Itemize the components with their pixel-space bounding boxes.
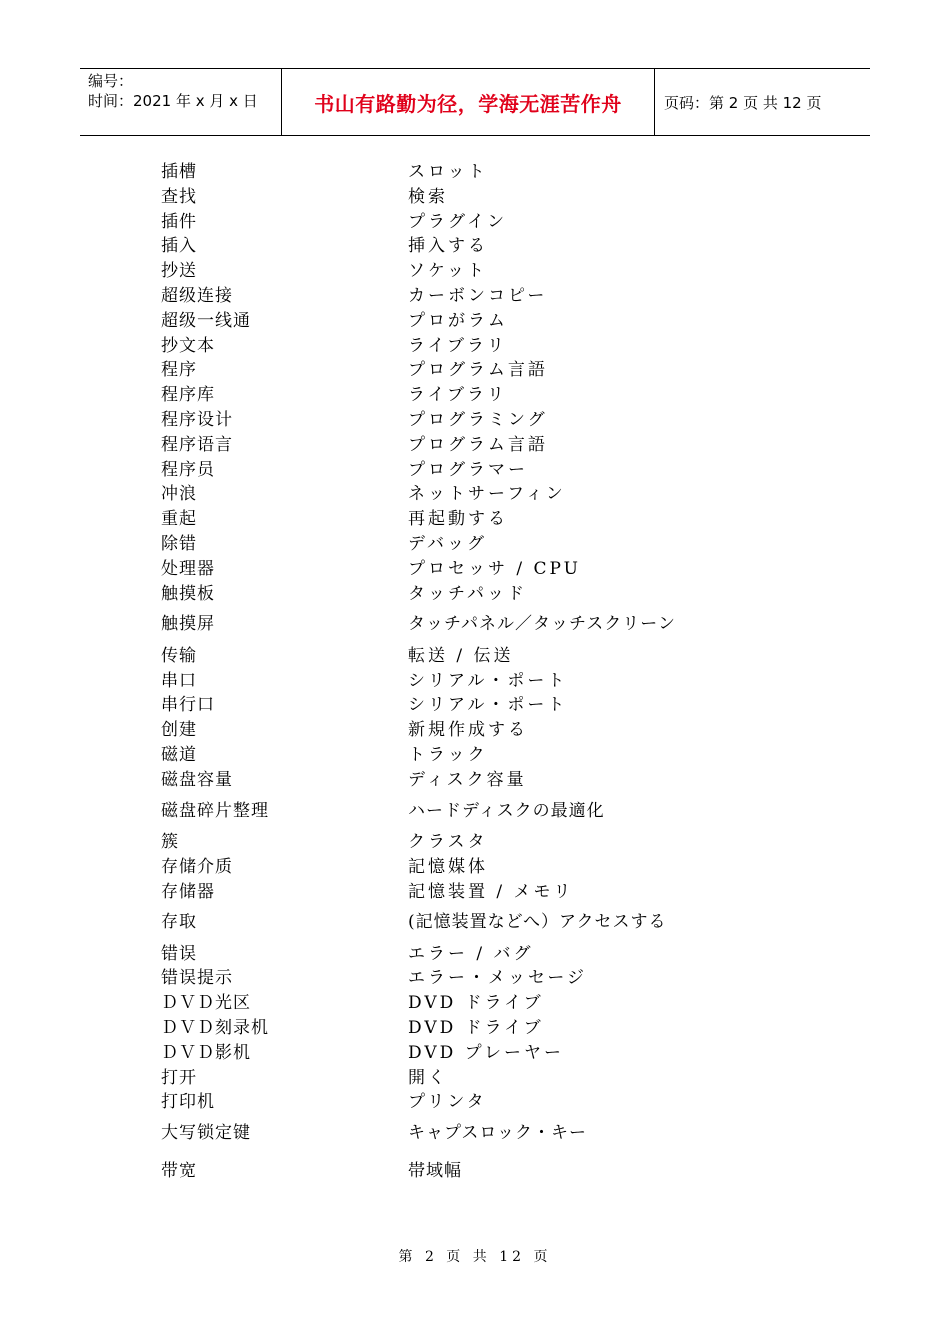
chinese-term: 抄文本 <box>161 335 215 356</box>
chinese-term: 打印机 <box>161 1092 215 1113</box>
chinese-term: 程序库 <box>161 385 215 406</box>
japanese-term: キャプスロック・キー <box>408 1123 587 1144</box>
japanese-term: 記憶媒体 <box>408 856 488 877</box>
japanese-term: 転送 / 伝送 <box>408 645 514 666</box>
glossary-row <box>161 210 861 235</box>
header-meta <box>80 69 281 135</box>
japanese-term: クラスタ <box>408 831 488 852</box>
chinese-term: 串行口 <box>161 695 215 716</box>
chinese-term: 重起 <box>161 509 197 530</box>
chinese-term: 创建 <box>161 720 197 741</box>
chinese-term: 查找 <box>161 186 197 207</box>
glossary-row <box>161 582 861 607</box>
chinese-term: 大写锁定键 <box>161 1123 251 1144</box>
glossary-row <box>161 458 861 483</box>
japanese-term: ハードディスクの最適化 <box>408 800 605 821</box>
chinese-term: 触摸屏 <box>161 614 215 635</box>
glossary-row <box>161 880 861 905</box>
glossary-row <box>161 855 861 880</box>
glossary-row <box>161 904 861 941</box>
japanese-term: DVD ドライブ <box>408 1018 544 1039</box>
chinese-term: 超级连接 <box>161 285 233 306</box>
chinese-term: 磁盘碎片整理 <box>161 800 269 821</box>
chinese-term: 传输 <box>161 645 197 666</box>
glossary-row <box>161 383 861 408</box>
japanese-term: デバッグ <box>408 533 487 554</box>
glossary-row <box>161 284 861 309</box>
chinese-term: 冲浪 <box>161 484 197 505</box>
glossary-row <box>161 433 861 458</box>
japanese-term: 再起動する <box>408 509 508 530</box>
chinese-term: 插槽 <box>161 162 197 182</box>
japanese-term: 検索 <box>408 186 448 207</box>
page-footer: 第 2 页 共 12 页 <box>398 1249 552 1265</box>
japanese-term: エラー / バグ <box>408 943 534 964</box>
chinese-term: 错误 <box>161 943 197 964</box>
japanese-term: プリンタ <box>408 1092 487 1113</box>
glossary-row <box>161 693 861 718</box>
glossary-row <box>161 743 861 768</box>
glossary-row <box>161 606 861 643</box>
chinese-term: 触摸板 <box>161 583 215 604</box>
glossary-row <box>161 768 861 793</box>
glossary-row <box>161 1041 861 1066</box>
japanese-term: ディスク容量 <box>408 769 527 790</box>
chinese-term: 打开 <box>161 1067 197 1088</box>
japanese-term: ネットサーフィン <box>408 484 566 505</box>
glossary-row <box>161 1090 861 1115</box>
japanese-term: トラック <box>408 744 488 765</box>
japanese-term: ソケット <box>408 261 487 282</box>
japanese-term: DVD プレーヤー <box>408 1042 564 1063</box>
glossary-row <box>161 259 861 284</box>
glossary-row <box>161 482 861 507</box>
chinese-term: 程序 <box>161 360 197 381</box>
japanese-term: 開く <box>408 1067 448 1088</box>
japanese-term: 記憶装置 / メモリ <box>408 881 574 902</box>
glossary-row <box>161 234 861 259</box>
chinese-term: 存储器 <box>161 881 215 902</box>
glossary-row <box>161 358 861 383</box>
glossary-row <box>161 1016 861 1041</box>
header-page-info <box>655 69 870 135</box>
page-info-text: 页码：第 2 页 共 12 页 <box>664 93 822 112</box>
glossary-row <box>161 507 861 532</box>
glossary-row <box>161 1066 861 1091</box>
japanese-term: ライブラリ <box>408 385 507 406</box>
glossary-row <box>161 644 861 669</box>
japanese-term: プログラマー <box>408 459 528 480</box>
chinese-term: 插件 <box>161 211 197 232</box>
chinese-term: ＤＶＤ刻录机 <box>161 1018 269 1039</box>
chinese-term: 插入 <box>161 236 197 257</box>
japanese-term: プロセッサ / CPU <box>408 558 582 579</box>
chinese-term: 抄送 <box>161 261 197 282</box>
chinese-term: 存取 <box>161 912 197 933</box>
japanese-term: プログラム言語 <box>408 360 548 381</box>
header-motto-cell <box>281 69 655 135</box>
chinese-term: 磁道 <box>161 744 197 765</box>
chinese-term: 错误提示 <box>161 968 233 989</box>
japanese-term: エラー・メッセージ <box>408 968 587 989</box>
chinese-term: 程序设计 <box>161 409 233 430</box>
glossary-row <box>161 966 861 991</box>
glossary-row <box>161 718 861 743</box>
glossary-row <box>161 793 861 830</box>
glossary-row <box>161 557 861 582</box>
japanese-term: シリアル・ポート <box>408 695 568 716</box>
japanese-term: シリアル・ポート <box>408 670 568 691</box>
chinese-term: 存储介质 <box>161 856 233 877</box>
glossary-row <box>161 830 861 855</box>
japanese-term: カーボンコピー <box>408 285 548 306</box>
japanese-term: プラグイン <box>408 211 508 232</box>
glossary-row <box>161 408 861 433</box>
japanese-term: (記憶装置などへ）アクセスする <box>408 912 667 933</box>
glossary-row <box>161 669 861 694</box>
chinese-term: 处理器 <box>161 558 215 579</box>
glossary-row <box>161 160 861 185</box>
japanese-term: 帯域幅 <box>408 1160 462 1181</box>
document-header <box>80 68 870 136</box>
japanese-term: スロット <box>408 162 488 182</box>
japanese-term: ライブラリ <box>408 335 507 356</box>
chinese-term: ＤＶＤ光区 <box>161 993 251 1014</box>
number-label: 编号： <box>88 72 134 90</box>
chinese-term: 磁盘容量 <box>161 769 233 790</box>
japanese-term: プロがラム <box>408 310 508 331</box>
japanese-term: DVD ドライブ <box>408 993 544 1014</box>
glossary-row <box>161 309 861 334</box>
motto-text: 书山有路勤为径，学海无涯苦作舟 <box>314 91 622 116</box>
glossary-row <box>161 942 861 967</box>
glossary-row <box>161 1153 861 1190</box>
japanese-term: タッチパネル／タッチスクリーン <box>408 614 676 635</box>
japanese-term: タッチパッド <box>408 583 527 604</box>
chinese-term: 程序员 <box>161 459 215 480</box>
chinese-term: 程序语言 <box>161 434 233 455</box>
glossary-row <box>161 334 861 359</box>
chinese-term: 除错 <box>161 533 197 554</box>
japanese-term: プログラム言語 <box>408 434 548 455</box>
chinese-term: 带宽 <box>161 1160 197 1181</box>
glossary-list <box>161 160 861 1190</box>
chinese-term: 串口 <box>161 670 197 691</box>
glossary-row <box>161 991 861 1016</box>
glossary-row <box>161 185 861 210</box>
glossary-row <box>161 1115 861 1152</box>
chinese-term: 超级一线通 <box>161 310 251 331</box>
chinese-term: ＤＶＤ影机 <box>161 1042 251 1063</box>
japanese-term: プログラミング <box>408 409 548 430</box>
japanese-term: 新規作成する <box>408 720 528 741</box>
date-line: 时间：2021 年 x 月 x 日 <box>88 92 258 110</box>
japanese-term: 挿入する <box>408 236 488 257</box>
glossary-row <box>161 532 861 557</box>
chinese-term: 簇 <box>161 831 179 852</box>
